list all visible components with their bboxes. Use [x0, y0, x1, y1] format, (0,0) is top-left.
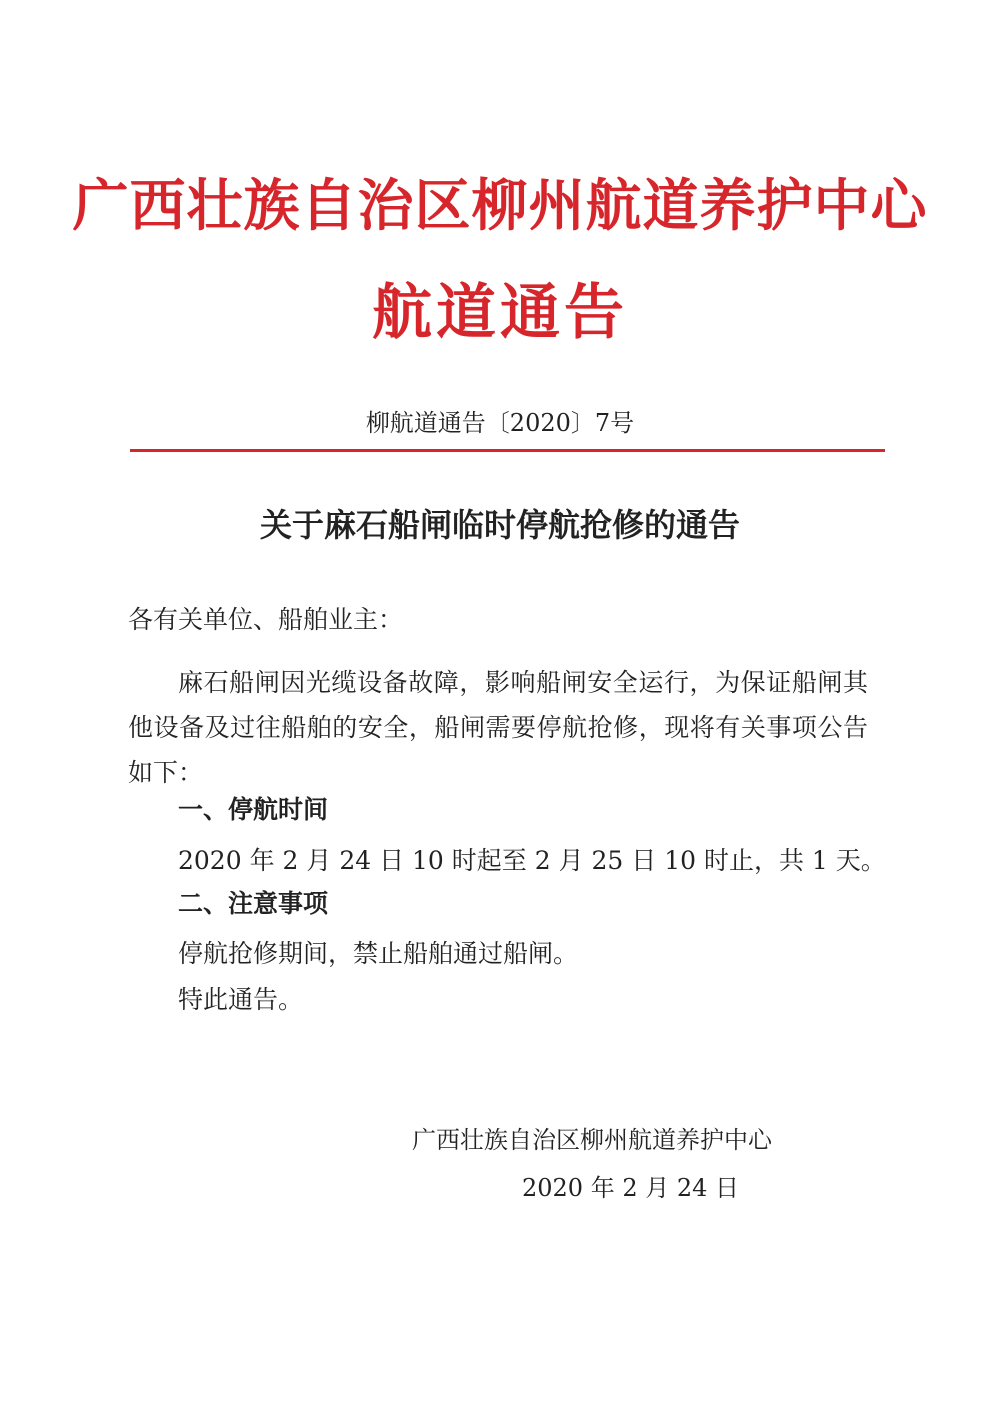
document-type-title: 航道通告 [372, 278, 628, 348]
section1-text: 2020 年 2 月 24 日 10 时起至 2 月 25 日 10 时止，共 1 天。 [178, 846, 886, 875]
document-number: 柳航道通告〔2020〕7号 [365, 409, 635, 437]
closing-line: 特此通告。 [178, 985, 304, 1014]
section1-heading: 一、停航时间 [178, 795, 329, 824]
signature-organization: 广西壮族自治区柳州航道养护中心 [412, 1126, 772, 1154]
notice-title: 关于麻石船闸临时停航抢修的通告 [259, 506, 740, 544]
section2-heading: 二、注意事项 [178, 889, 329, 918]
signature-date: 2020 年 2 月 24 日 [522, 1174, 740, 1202]
issuing-organization: 广西壮族自治区柳州航道养护中心 [72, 173, 928, 239]
intro-paragraph: 麻石船闸因光缆设备故障，影响船闸安全运行，为保证船闸其他设备及过往船舶的安全，船闸需要停航抢修，现将有关事项公告如下： [128, 668, 868, 787]
salutation: 各有关单位、船舶业主： [128, 605, 404, 634]
red-divider-line [130, 449, 885, 452]
section2-text: 停航抢修期间，禁止船舶通过船闸。 [178, 939, 579, 968]
